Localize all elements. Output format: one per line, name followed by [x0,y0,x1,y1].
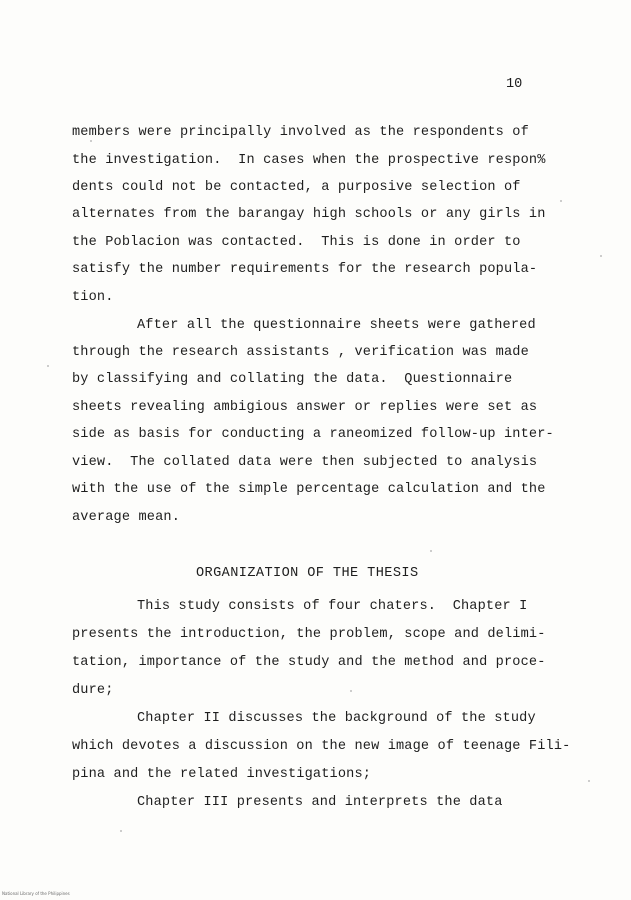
paragraph-2-line-8: average mean. [72,510,180,525]
footer-note: National Library of the Philippines [2,891,70,896]
paragraph-1-line-3: dents could not be contacted, a purposive selection of [72,180,521,195]
paragraph-2-line-7: with the use of the simple percentage calculation and the [72,482,546,497]
scan-speck [120,830,122,832]
paragraph-1-line-1: members were principally involved as the respondents of [72,125,529,140]
scan-speck [600,255,602,257]
scan-speck [47,365,49,367]
scan-speck [588,780,590,782]
scan-speck [430,550,432,552]
scan-speck [90,140,92,142]
paragraph-5-line-1: Chapter III presents and interprets the data [137,795,503,810]
paragraph-2-line-5: side as basis for conducting a raneomized follow-up inter- [72,427,554,442]
paragraph-2-line-1: After all the questionnaire sheets were gathered [137,318,536,333]
paragraph-1-line-4: alternates from the barangay high schools or any girls in [72,207,546,222]
scan-speck [350,690,352,692]
paragraph-3-line-2: presents the introduction, the problem, scope and delimi- [72,627,546,642]
page-number: 10 [506,77,523,92]
paragraph-4-line-3: pina and the related investigations; [72,767,372,782]
paragraph-3-line-3: tation, importance of the study and the method and proce- [72,655,546,670]
paragraph-2-line-3: by classifying and collating the data. Questionnaire [72,372,513,387]
paragraph-2-line-6: view. The collated data were then subjected to analysis [72,455,538,470]
paragraph-2-line-2: through the research assistants , verification was made [72,345,529,360]
scan-speck [560,200,562,202]
paragraph-3-line-4: dure; [72,683,114,698]
paragraph-3-line-1: This study consists of four chaters. Chapter I [137,599,528,614]
paragraph-2-line-4: sheets revealing ambigious answer or replies were set as [72,400,538,415]
paragraph-4-line-1: Chapter II discusses the background of the study [137,711,536,726]
paragraph-4-line-2: which devotes a discussion on the new image of teenage Fili- [72,739,571,754]
section-heading: ORGANIZATION OF THE THESIS [196,566,419,581]
paragraph-1-line-2: the investigation. In cases when the prospective respon% [72,153,546,168]
paragraph-1-line-6: satisfy the number requirements for the research popula- [72,262,538,277]
paragraph-1-line-5: the Poblacion was contacted. This is done in order to [72,235,521,250]
paragraph-1-line-7: tion. [72,290,114,305]
